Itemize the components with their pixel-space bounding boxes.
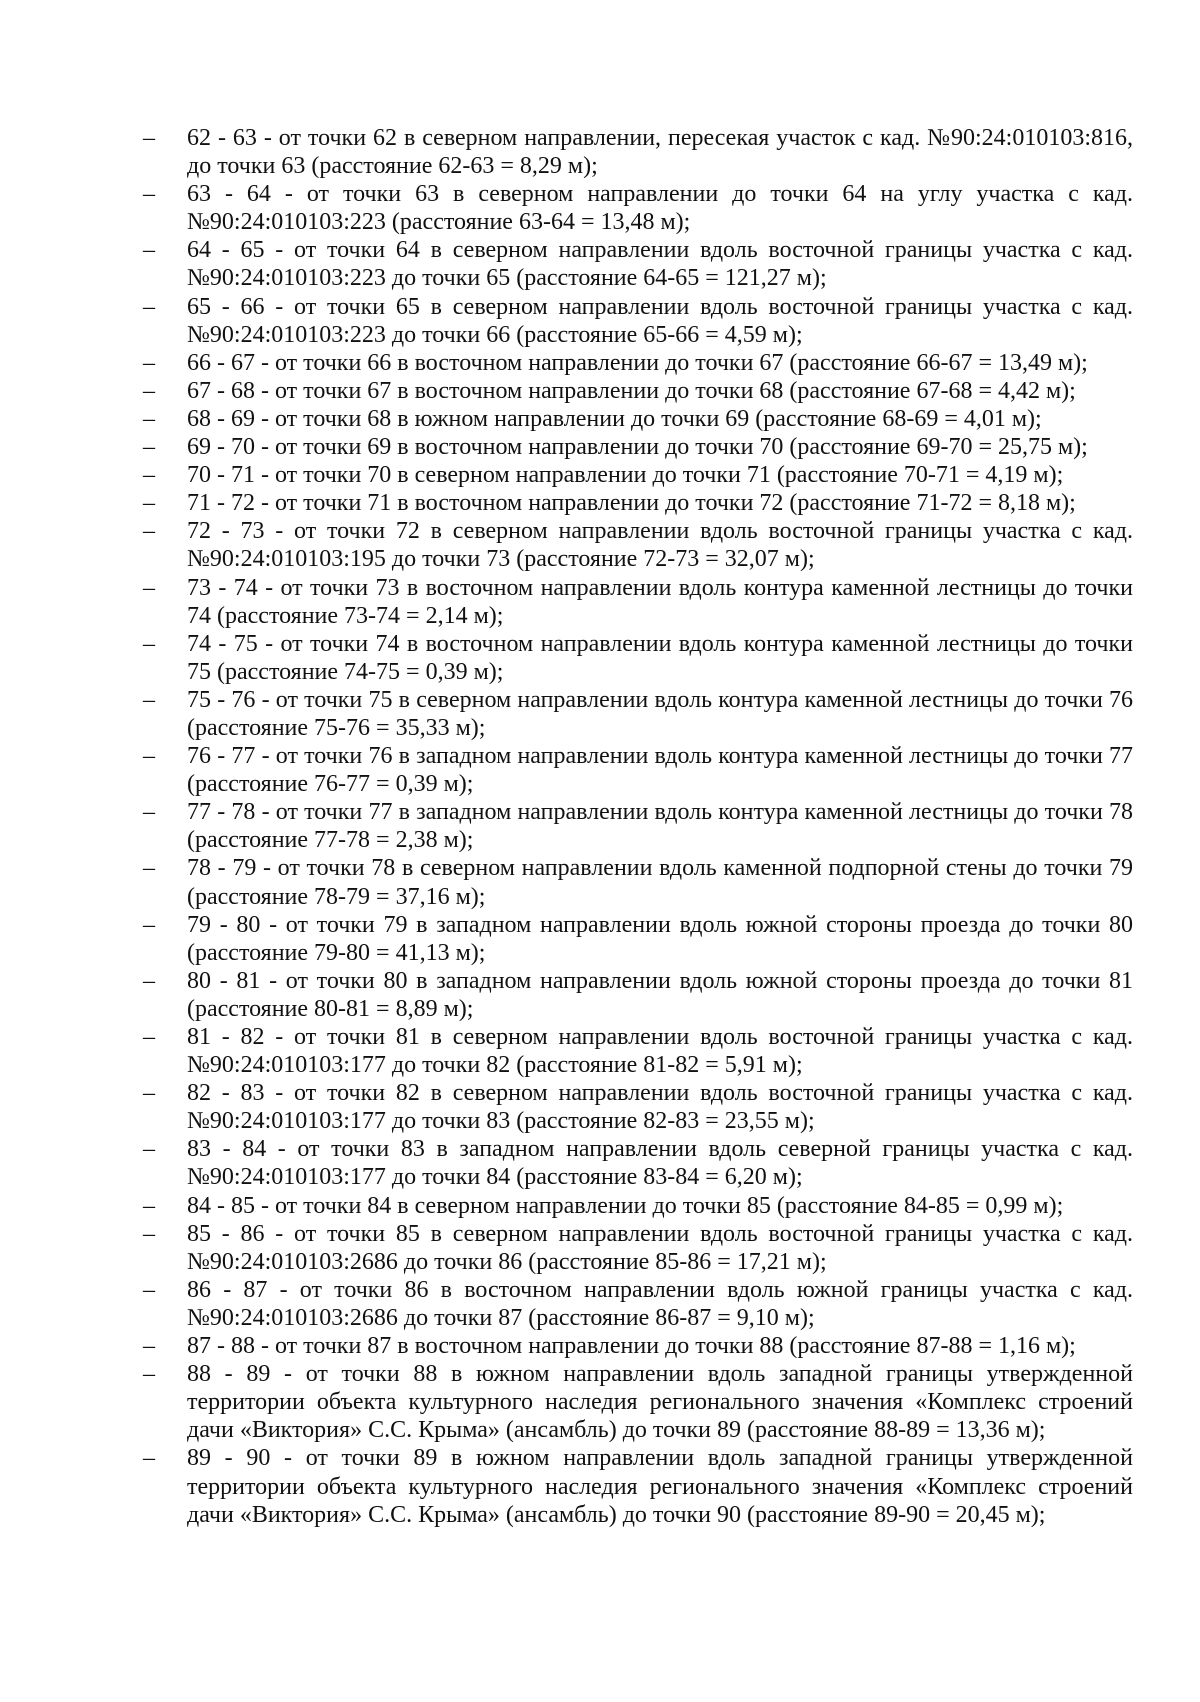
list-item (143, 405, 1133, 433)
list-item (143, 911, 1133, 967)
segment-description: 77 - 78 - от точки 77 в западном направлении вдоль контура каменной лестницы до точки 78 (расстояние 77-78 = 2,38 м); (187, 799, 1133, 854)
segment-description: 85 - 86 - от точки 85 в северном направлении вдоль восточной границы участка с кад. №90:24:010103:2686 до точки 86 (расстояние 85-86 = 17,21 м); (187, 1220, 1133, 1275)
list-dash: – (143, 1333, 155, 1360)
segment-description: 63 - 64 - от точки 63 в северном направлении до точки 64 на углу участка с кад. №90:24:010103:223 (расстояние 63-64 = 13,48 м); (187, 181, 1133, 236)
list-dash: – (143, 1024, 155, 1050)
list-item (143, 433, 1133, 461)
segment-description: 68 - 69 - от точки 68 в южном направлении до точки 69 (расстояние 68-69 = 4,01 м); (187, 405, 1042, 432)
segment-description: 64 - 65 - от точки 64 в северном направлении вдоль восточной границы участка с кад. №90:24:010103:223 до точки 65 (расстояние 64-65 = 121,27 м); (187, 237, 1133, 292)
list-item (143, 742, 1133, 798)
list-item (143, 1276, 1133, 1332)
list-item (143, 1444, 1133, 1528)
segment-description: 70 - 71 - от точки 70 в северном направлении до точки 71 (расстояние 70-71 = 4,19 м); (187, 462, 1064, 489)
list-dash: – (143, 1445, 155, 1472)
list-item (143, 377, 1133, 405)
list-dash: – (143, 377, 155, 404)
segment-description: 69 - 70 - от точки 69 в восточном направлении до точки 70 (расстояние 69-70 = 25,75 м); (187, 434, 1088, 461)
list-dash: – (143, 1220, 155, 1247)
list-item (143, 1360, 1133, 1444)
list-item (143, 798, 1133, 854)
list-item (143, 349, 1133, 377)
list-item (143, 517, 1133, 573)
list-dash: – (143, 743, 155, 770)
list-dash: – (143, 911, 155, 938)
segment-description: 78 - 79 - от точки 78 в северном направлении вдоль каменной подпорной стены до точки 79 (расстояние 78-79 = 37,16 м); (187, 855, 1133, 910)
list-item (143, 854, 1133, 910)
segment-description: 80 - 81 - от точки 80 в западном направлении вдоль южной стороны проезда до точки 81 (расстояние 80-81 = 8,89 м); (187, 967, 1133, 1022)
list-dash: – (143, 181, 155, 208)
segment-description: 79 - 80 - от точки 79 в западном направлении вдоль южной стороны проезда до точки 80 (расстояние 79-80 = 41,13 м); (187, 911, 1133, 966)
list-item (143, 1079, 1133, 1135)
segment-description: 76 - 77 - от точки 76 в западном направлении вдоль контура каменной лестницы до точки 77 (расстояние 76-77 = 0,39 м); (187, 743, 1133, 798)
list-item (143, 489, 1133, 517)
list-item (143, 1192, 1133, 1220)
boundary-segment-list (143, 124, 1133, 1529)
list-dash: – (143, 349, 155, 376)
list-dash: – (143, 855, 155, 882)
segment-description: 87 - 88 - от точки 87 в восточном направлении до точки 88 (расстояние 87-88 = 1,16 м); (187, 1333, 1076, 1360)
list-dash: – (143, 1136, 155, 1163)
segment-description: 86 - 87 - от точки 86 в восточном направлении вдоль южной границы участка с кад. №90:24:010103:2686 до точки 87 (расстояние 86-87 = 9,10 м); (187, 1276, 1133, 1331)
list-item (143, 461, 1133, 489)
list-dash: – (143, 490, 155, 517)
segment-description: 72 - 73 - от точки 72 в северном направлении вдоль восточной границы участка с кад. №90:24:010103:195 до точки 73 (расстояние 72-73 = 32,07 м); (187, 518, 1133, 573)
list-item (143, 124, 1133, 180)
segment-description: 84 - 85 - от точки 84 в северном направлении до точки 85 (расстояние 84-85 = 0,99 м); (187, 1192, 1064, 1219)
list-dash: – (143, 1080, 155, 1107)
list-item (143, 686, 1133, 742)
list-dash: – (143, 462, 155, 489)
segment-description: 81 - 82 - от точки 81 в северном направлении вдоль восточной границы участка с кад. №90:24:010103:177 до точки 82 (расстояние 81-82 = 5,91 м); (187, 1024, 1133, 1079)
list-item (143, 630, 1133, 686)
list-dash: – (143, 237, 155, 264)
list-dash: – (143, 1276, 155, 1303)
list-item (143, 1220, 1133, 1276)
list-item (143, 967, 1133, 1023)
list-dash: – (143, 518, 155, 545)
list-dash: – (143, 574, 155, 601)
segment-description: 62 - 63 - от точки 62 в северном направлении, пересекая участок с кад. №90:24:010103:816, до точки 63 (расстояние 62-63 = 8,29 м); (187, 125, 1133, 180)
list-dash: – (143, 1192, 155, 1219)
segment-description: 88 - 89 - от точки 88 в южном направлении вдоль западной границы утвержденной территории объекта культурного наследия регионального значения «Комплекс строений дачи «Виктория» С.С. Крыма» (ансамбль) до точки 89 (расстояние 88-89 = 13,36 м); (187, 1361, 1133, 1444)
list-item (143, 236, 1133, 292)
list-dash: – (143, 630, 155, 657)
list-dash: – (143, 125, 155, 151)
list-item (143, 1135, 1133, 1191)
list-dash: – (143, 293, 155, 320)
list-dash: – (143, 405, 155, 432)
list-item (143, 293, 1133, 349)
list-item (143, 1332, 1133, 1360)
segment-description: 83 - 84 - от точки 83 в западном направлении вдоль северной границы участка с кад. №90:24:010103:177 до точки 84 (расстояние 83-84 = 6,20 м); (187, 1136, 1133, 1191)
list-item (143, 574, 1133, 630)
list-item (143, 180, 1133, 236)
segment-description: 66 - 67 - от точки 66 в восточном направлении до точки 67 (расстояние 66-67 = 13,49 м); (187, 349, 1088, 376)
list-dash: – (143, 799, 155, 826)
segment-description: 75 - 76 - от точки 75 в северном направлении вдоль контура каменной лестницы до точки 76 (расстояние 75-76 = 35,33 м); (187, 686, 1133, 741)
segment-description: 71 - 72 - от точки 71 в восточном направлении до точки 72 (расстояние 71-72 = 8,18 м); (187, 490, 1076, 517)
segment-description: 74 - 75 - от точки 74 в восточном направлении вдоль контура каменной лестницы до точки 75 (расстояние 74-75 = 0,39 м); (187, 630, 1133, 685)
segment-description: 89 - 90 - от точки 89 в южном направлении вдоль западной границы утвержденной территории объекта культурного наследия регионального значения «Комплекс строений дачи «Виктория» С.С. Крыма» (ансамбль) до точки 90 (расстояние 89-90 = 20,45 м); (187, 1445, 1133, 1528)
segment-description: 67 - 68 - от точки 67 в восточном направлении до точки 68 (расстояние 67-68 = 4,42 м); (187, 377, 1076, 404)
segment-description: 73 - 74 - от точки 73 в восточном направлении вдоль контура каменной лестницы до точки 74 (расстояние 73-74 = 2,14 м); (187, 574, 1133, 629)
list-dash: – (143, 434, 155, 461)
list-dash: – (143, 967, 155, 994)
segment-description: 82 - 83 - от точки 82 в северном направлении вдоль восточной границы участка с кад. №90:24:010103:177 до точки 83 (расстояние 82-83 = 23,55 м); (187, 1080, 1133, 1135)
segment-description: 65 - 66 - от точки 65 в северном направлении вдоль восточной границы участка с кад. №90:24:010103:223 до точки 66 (расстояние 65-66 = 4,59 м); (187, 293, 1133, 348)
list-dash: – (143, 1361, 155, 1388)
list-dash: – (143, 686, 155, 713)
list-item (143, 1023, 1133, 1079)
